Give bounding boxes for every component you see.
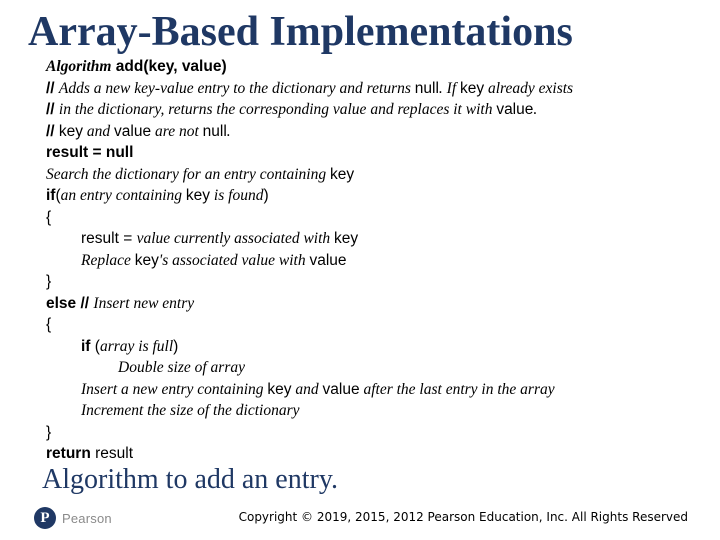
code-line-6 <box>46 164 706 186</box>
comment-text: are not <box>151 122 203 140</box>
pseudocode-text: and <box>291 380 323 398</box>
code-line-1 <box>46 56 706 78</box>
paren: ( <box>90 337 100 355</box>
if-keyword: if <box>46 187 56 204</box>
pseudocode-text: array is full <box>99 337 174 355</box>
pseudocode-text: value currently associated with <box>136 230 335 247</box>
comment-text: Adds a new key-value entry to the dictionary and returns <box>58 79 415 97</box>
pseudocode-text: Search the dictionary for an entry containing <box>46 165 330 183</box>
code-token: key <box>334 230 359 247</box>
code-token: key <box>460 79 485 97</box>
code-token: key <box>267 380 292 398</box>
comment-text: . If <box>438 79 460 97</box>
algorithm-listing <box>46 56 706 465</box>
pearson-logo <box>34 506 112 530</box>
code-line-16 <box>46 379 706 401</box>
pseudocode-text: Double size of array <box>118 359 246 376</box>
code-token: value <box>496 101 534 118</box>
pseudocode-text: Increment the size of the dictionary <box>81 402 300 419</box>
comment-text: in the dictionary, returns the corresponding value and replaces it with <box>58 101 497 118</box>
code-line-5 <box>46 142 706 164</box>
code-line-14 <box>46 336 706 358</box>
close-brace: } <box>46 273 52 290</box>
code-token: null <box>414 79 439 97</box>
open-brace: { <box>46 208 52 226</box>
code-token: key <box>185 187 211 204</box>
pearson-p-icon: P <box>34 507 56 529</box>
pseudocode-text: Insert a new entry containing <box>81 380 268 398</box>
code-token: key <box>329 165 355 183</box>
code-line-13 <box>46 314 706 336</box>
if-keyword: if <box>81 337 91 355</box>
pseudocode-text: an entry containing <box>60 187 186 204</box>
code-token: value <box>114 122 152 140</box>
code-line-2 <box>46 78 706 100</box>
code-line-12 <box>46 293 706 315</box>
pseudocode-text: after the last entry in the array <box>359 380 555 398</box>
close-brace: } <box>46 423 52 441</box>
comment-text: already exists <box>484 79 574 97</box>
code-line-10 <box>46 250 706 272</box>
copyright-notice: Copyright © 2019, 2015, 2012 Pearson Education, Inc. All Rights Reserved <box>238 510 688 524</box>
code-line-18 <box>46 422 706 444</box>
code-token: value <box>309 251 347 269</box>
comment-text: and <box>83 122 115 140</box>
code-token: null <box>202 122 227 140</box>
paren: ) <box>173 337 179 355</box>
pearson-wordmark: Pearson <box>62 510 112 526</box>
comment-text: . <box>533 101 538 118</box>
code-statement: result = null <box>46 144 134 161</box>
code-line-19 <box>46 443 706 465</box>
open-brace: { <box>46 316 52 333</box>
code-token: key <box>134 251 159 269</box>
code-line-15 <box>46 357 706 379</box>
comment-marker: // <box>76 294 94 312</box>
code-token: key <box>58 122 84 140</box>
comment-text: Insert new entry <box>93 294 195 312</box>
code-line-11 <box>46 271 706 293</box>
comment-marker: // <box>46 101 59 118</box>
code-token: value <box>322 380 360 398</box>
return-keyword: return <box>46 445 91 462</box>
code-line-3 <box>46 99 706 121</box>
code-statement: result = <box>81 230 137 247</box>
paren: ) <box>263 187 269 204</box>
comment-text: . <box>226 122 231 140</box>
comment-marker: // <box>46 122 59 140</box>
page-title: Array-Based Implementations <box>28 9 573 55</box>
code-token: result <box>90 445 134 462</box>
pseudocode-text: 's associated value with <box>158 251 310 269</box>
code-line-9 <box>46 228 706 250</box>
else-keyword: else <box>46 294 77 312</box>
pseudocode-text: Replace <box>81 251 135 269</box>
algorithm-signature: add(key, value) <box>111 58 227 75</box>
comment-marker: // <box>46 79 59 97</box>
pseudocode-text: is found <box>210 187 264 204</box>
algorithm-keyword: Algorithm <box>46 58 112 75</box>
paren: ( <box>55 187 61 204</box>
code-line-8 <box>46 207 706 229</box>
code-line-4 <box>46 121 706 143</box>
code-line-17 <box>46 400 706 422</box>
code-line-7 <box>46 185 706 207</box>
slide-caption: Algorithm to add an entry. <box>42 464 339 495</box>
